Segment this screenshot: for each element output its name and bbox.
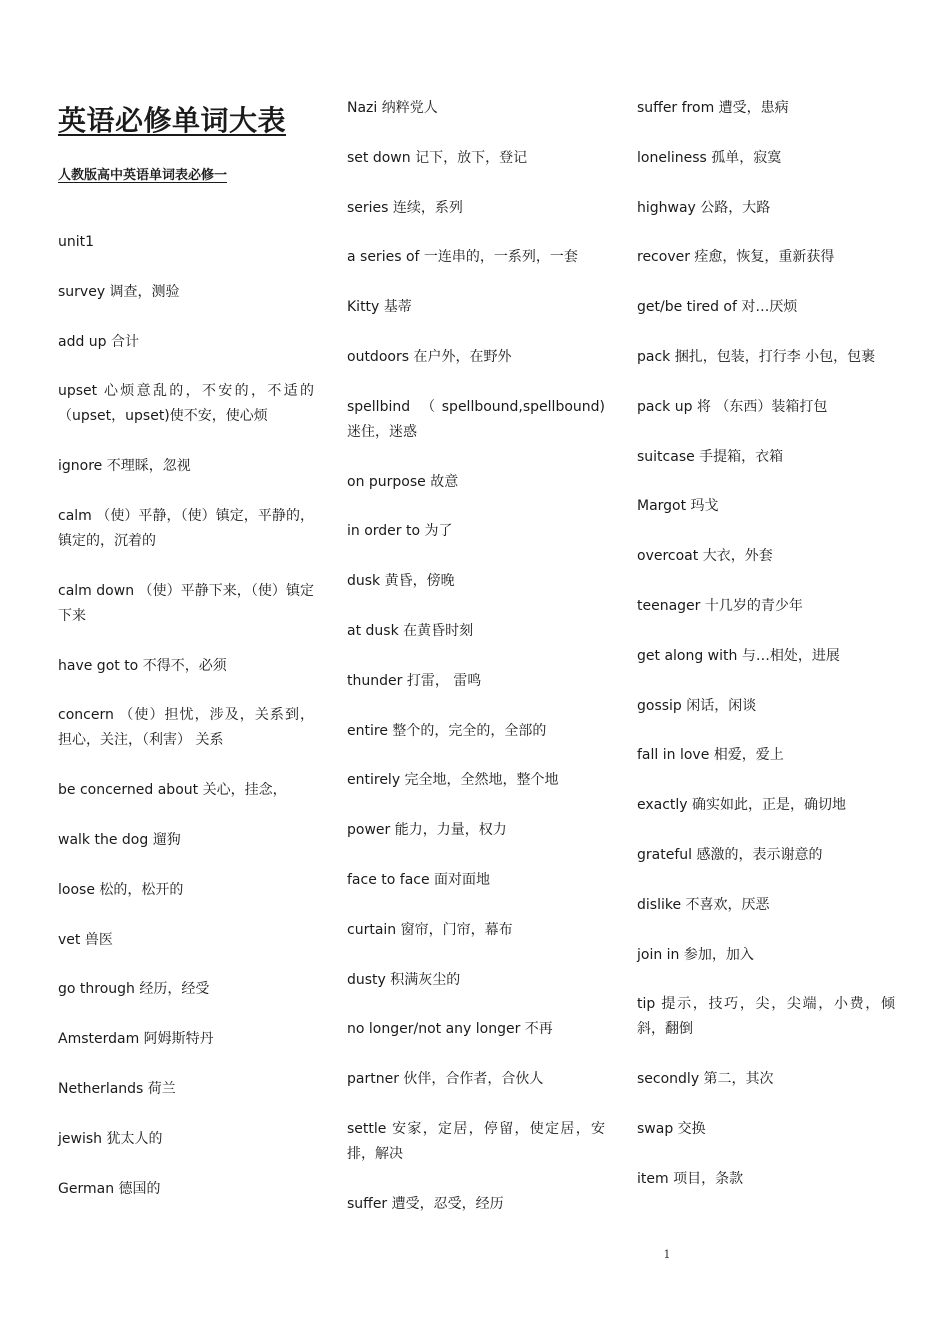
vocab-entry: upset 心烦意乱的，不安的，不适的（upset，upset)使不安，使心烦: [58, 383, 314, 425]
vocab-entry: at dusk 在黄昏时刻: [347, 622, 474, 639]
column-left: [58, 96, 314, 1226]
vocab-entry: entirely 完全地，全然地，整个地: [347, 772, 559, 789]
vocab-entry: ignore 不理睬，忽视: [58, 458, 191, 475]
vocab-entry: Margot 玛戈: [637, 498, 719, 515]
vocab-entry: partner 伙伴，合作者，合伙人: [347, 1071, 544, 1088]
vocab-entry: highway 公路，大路: [637, 199, 771, 216]
vocab-entry: Nazi 纳粹党人: [347, 100, 438, 116]
vocab-entry: on purpose 故意: [347, 473, 459, 490]
vocab-entry: in order to 为了: [347, 523, 453, 540]
vocab-list-left: [58, 230, 314, 1202]
vocab-entry: jewish 犹太人的: [58, 1130, 163, 1147]
vocab-entry: swap 交换: [637, 1120, 706, 1137]
vocab-entry: vet 兽医: [58, 931, 113, 948]
vocab-entry: go through 经历，经受: [58, 981, 210, 998]
vocab-entry: get/be tired of 对…厌烦: [637, 299, 798, 316]
document-subtitle: 人教版高中英语单词表必修一: [58, 168, 228, 183]
page-number: 1: [663, 1248, 671, 1261]
vocab-entry: survey 调查，测验: [58, 283, 180, 300]
vocab-entry: a series of 一连串的，一系列，一套: [347, 249, 578, 266]
vocab-entry: spellbind （spellbound,spellbound) 迷住，迷惑: [347, 398, 605, 440]
vocab-list-right: [637, 96, 895, 1192]
vocab-entry: pack 捆扎，包装，打行李 小包，包裹: [637, 348, 876, 365]
vocab-entry: teenager 十几岁的青少年: [637, 597, 803, 614]
vocab-entry: entire 整个的，完全的，全部的: [347, 722, 547, 739]
vocab-entry: unit1: [58, 234, 95, 250]
vocab-entry: walk the dog 遛狗: [58, 831, 181, 848]
vocab-entry: loneliness 孤单，寂寞: [637, 149, 782, 166]
vocab-entry: outdoors 在户外，在野外: [347, 348, 512, 365]
vocab-entry: fall in love 相爱，爱上: [637, 747, 784, 764]
vocab-entry: add up 合计: [58, 333, 140, 350]
vocab-entry: Netherlands 荷兰: [58, 1080, 176, 1097]
vocab-entry: get along with 与…相处，进展: [637, 647, 840, 664]
vocab-entry: thunder 打雷， 雷鸣: [347, 672, 482, 689]
vocab-entry: dusk 黄昏，傍晚: [347, 573, 455, 590]
vocab-entry: have got to 不得不，必须: [58, 657, 227, 674]
vocab-list-middle: [347, 96, 605, 1217]
vocab-entry: power 能力，力量，权力: [347, 822, 507, 839]
column-right: [637, 96, 895, 1217]
vocab-entry: secondly 第二，其次: [637, 1071, 774, 1088]
spacer: [58, 186, 314, 230]
vocab-entry: recover 痊愈，恢复，重新获得: [637, 249, 835, 266]
vocab-entry: tip 提示，技巧，尖，尖端，小费，倾斜，翻倒: [637, 996, 895, 1038]
vocab-entry: suffer 遭受，忍受，经历: [347, 1195, 504, 1212]
vocab-entry: series 连续，系列: [347, 199, 463, 216]
vocab-entry: curtain 窗帘，门帘，幕布: [347, 921, 513, 938]
vocab-entry: Kitty 基蒂: [347, 299, 412, 316]
vocab-entry: gossip 闲话，闲谈: [637, 697, 757, 714]
vocab-entry: loose 松的，松开的: [58, 881, 184, 898]
vocab-entry: dusty 积满灰尘的: [347, 971, 461, 988]
vocab-entry: be concerned about 关心，挂念，: [58, 782, 287, 799]
vocab-entry: Amsterdam 阿姆斯特丹: [58, 1031, 214, 1048]
vocab-entry: calm down （使）平静下来，（使）镇定下来: [58, 582, 314, 624]
vocab-entry: no longer/not any longer 不再: [347, 1021, 553, 1038]
vocab-entry: calm （使）平静，（使）镇定，平静的，镇定的，沉着的: [58, 507, 314, 549]
vocab-entry: dislike 不喜欢，厌恶: [637, 896, 770, 913]
vocab-entry: German 德国的: [58, 1180, 161, 1197]
vocab-entry: join in 参加，加入: [637, 946, 754, 963]
column-middle: [347, 96, 605, 1242]
vocab-entry: settle 安家，定居，停留，使定居，安排，解决: [347, 1120, 605, 1162]
vocab-entry: grateful 感激的，表示谢意的: [637, 846, 823, 863]
vocab-entry: suitcase 手提箱，衣箱: [637, 448, 784, 465]
vocab-entry: exactly 确实如此，正是，确切地: [637, 797, 847, 814]
vocab-entry: suffer from 遭受，患病: [637, 100, 789, 116]
vocab-entry: item 项目，条款: [637, 1170, 744, 1187]
vocab-entry: overcoat 大衣，外套: [637, 548, 773, 565]
vocab-entry: face to face 面对面地: [347, 871, 491, 888]
vocab-entry: set down 记下，放下，登记: [347, 149, 528, 166]
document-title: 英语必修单词大表: [58, 104, 287, 137]
vocab-entry: concern （使）担忧，涉及，关系到，担心，关注，（利害） 关系: [58, 707, 314, 749]
vocab-entry: pack up 将 （东西）装箱打包: [637, 398, 828, 415]
